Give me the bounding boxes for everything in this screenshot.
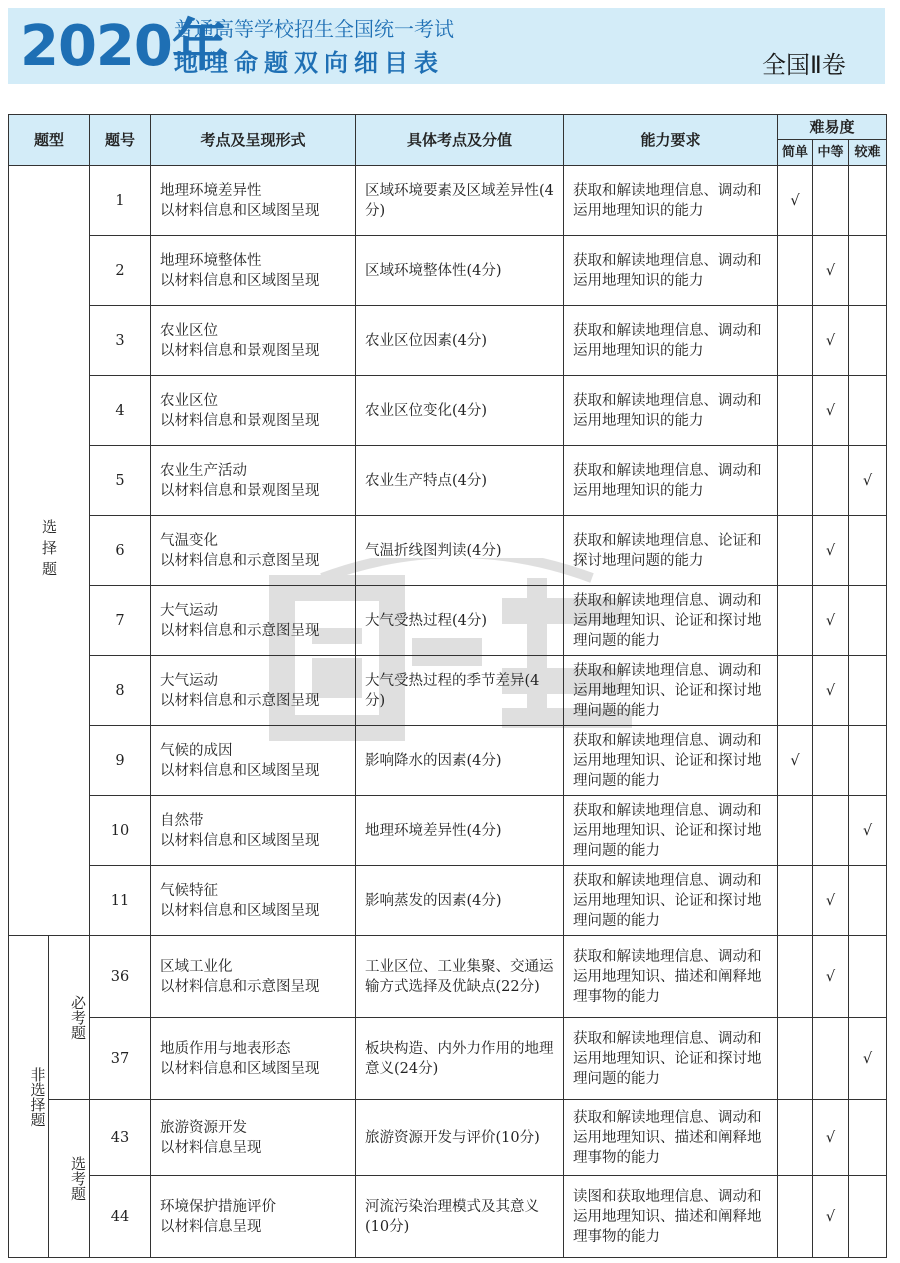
table-row (9, 656, 887, 726)
topic-cell (151, 166, 356, 236)
question-number: 3 (90, 306, 151, 376)
ability-cell: 获取和解读地理信息、调动和运用地理知识、论证和探讨地理问题的能力 (564, 656, 778, 726)
detail-cell: 工业区位、工业集聚、交通运输方式选择及优缺点(22分) (356, 936, 564, 1018)
header-hard: 较难 (849, 140, 887, 166)
topic-cell (151, 1100, 356, 1176)
topic-presentation: 以材料信息和景观图呈现 (160, 342, 320, 359)
ability-cell: 获取和解读地理信息、调动和运用地理知识、论证和探讨地理问题的能力 (564, 866, 778, 936)
difficulty-medium-cell (813, 656, 849, 726)
check-mark: √ (862, 472, 873, 489)
topic-presentation: 以材料信息呈现 (160, 1218, 262, 1235)
check-mark: √ (862, 822, 873, 839)
table-row (9, 1100, 887, 1176)
detail-cell: 气温折线图判读(4分) (356, 516, 564, 586)
section-optional (49, 1100, 90, 1258)
table-row (9, 306, 887, 376)
question-number: 4 (90, 376, 151, 446)
difficulty-medium-cell (813, 516, 849, 586)
ability-cell: 获取和解读地理信息、调动和运用地理知识、论证和探讨地理问题的能力 (564, 796, 778, 866)
question-number: 44 (90, 1176, 151, 1258)
check-mark: √ (825, 402, 836, 419)
difficulty-hard-cell (849, 866, 887, 936)
check-mark: √ (825, 682, 836, 699)
table-row (9, 796, 887, 866)
ability-cell: 获取和解读地理信息、调动和运用地理知识的能力 (564, 166, 778, 236)
header-banner (8, 8, 885, 84)
topic-cell (151, 866, 356, 936)
difficulty-easy-cell (778, 1018, 813, 1100)
difficulty-easy-cell (778, 516, 813, 586)
section-required (49, 936, 90, 1100)
difficulty-easy-cell (778, 306, 813, 376)
detail-cell: 地理环境差异性(4分) (356, 796, 564, 866)
difficulty-hard-cell (849, 1018, 887, 1100)
topic-cell (151, 796, 356, 866)
section-nonchoice-label: 非选择题 (28, 1066, 47, 1127)
topic-presentation: 以材料信息和区域图呈现 (160, 202, 320, 219)
difficulty-easy-cell (778, 796, 813, 866)
section-optional-label: 选考题 (69, 1156, 87, 1201)
difficulty-easy-cell (778, 376, 813, 446)
header-type: 题型 (9, 115, 90, 166)
difficulty-easy-cell (778, 586, 813, 656)
topic-presentation: 以材料信息和区域图呈现 (160, 762, 320, 779)
difficulty-hard-cell (849, 936, 887, 1018)
difficulty-easy-cell (778, 1176, 813, 1258)
topic-name: 农业区位 (160, 322, 219, 339)
topic-name: 地理环境整体性 (160, 252, 262, 269)
header-topic: 考点及呈现形式 (151, 115, 356, 166)
ability-cell: 读图和获取地理信息、调动和运用地理知识、描述和阐释地理事物的能力 (564, 1176, 778, 1258)
difficulty-hard-cell (849, 446, 887, 516)
ability-cell: 获取和解读地理信息、调动和运用地理知识的能力 (564, 236, 778, 306)
check-mark: √ (790, 752, 800, 769)
topic-name: 区域工业化 (160, 958, 233, 975)
topic-cell (151, 936, 356, 1018)
topic-presentation: 以材料信息和示意图呈现 (160, 622, 320, 639)
ability-cell: 获取和解读地理信息、调动和运用地理知识的能力 (564, 376, 778, 446)
check-mark: √ (825, 542, 836, 559)
difficulty-medium-cell (813, 446, 849, 516)
detail-cell: 影响蒸发的因素(4分) (356, 866, 564, 936)
detail-cell: 板块构造、内外力作用的地理意义(24分) (356, 1018, 564, 1100)
difficulty-hard-cell (849, 166, 887, 236)
topic-name: 地质作用与地表形态 (160, 1040, 291, 1057)
check-mark: √ (825, 262, 836, 279)
difficulty-hard-cell (849, 586, 887, 656)
ability-cell: 获取和解读地理信息、调动和运用地理知识、描述和阐释地理事物的能力 (564, 1100, 778, 1176)
question-number: 10 (90, 796, 151, 866)
table-row (9, 376, 887, 446)
topic-name: 农业生产活动 (160, 462, 248, 479)
header-number: 题号 (90, 115, 151, 166)
difficulty-medium-cell (813, 1176, 849, 1258)
topic-cell (151, 586, 356, 656)
question-number: 37 (90, 1018, 151, 1100)
topic-presentation: 以材料信息和区域图呈现 (160, 1060, 320, 1077)
topic-cell (151, 726, 356, 796)
difficulty-medium-cell (813, 1100, 849, 1176)
question-number: 1 (90, 166, 151, 236)
section-required-label: 必考题 (69, 995, 87, 1040)
ability-cell: 获取和解读地理信息、调动和运用地理知识、论证和探讨地理问题的能力 (564, 586, 778, 656)
exam-title: 普通高等学校招生全国统一考试 (174, 17, 454, 41)
difficulty-hard-cell (849, 1100, 887, 1176)
difficulty-medium-cell (813, 586, 849, 656)
topic-name: 农业区位 (160, 392, 219, 409)
topic-cell (151, 376, 356, 446)
question-number: 7 (90, 586, 151, 656)
exam-year: 2020年 (20, 14, 227, 79)
difficulty-medium-cell (813, 166, 849, 236)
table-row (9, 516, 887, 586)
difficulty-hard-cell (849, 656, 887, 726)
question-number: 8 (90, 656, 151, 726)
difficulty-medium-cell (813, 376, 849, 446)
table-row (9, 866, 887, 936)
question-number: 2 (90, 236, 151, 306)
difficulty-easy-cell (778, 1100, 813, 1176)
topic-presentation: 以材料信息和示意图呈现 (160, 692, 320, 709)
topic-presentation: 以材料信息呈现 (160, 1139, 262, 1156)
check-mark: √ (825, 1129, 836, 1146)
check-mark: √ (825, 332, 836, 349)
topic-name: 气温变化 (160, 532, 219, 549)
topic-cell (151, 446, 356, 516)
table-row (9, 1176, 887, 1258)
difficulty-medium-cell (813, 866, 849, 936)
table-body (9, 166, 887, 1258)
header-medium: 中等 (813, 140, 849, 166)
topic-cell (151, 516, 356, 586)
difficulty-easy-cell (778, 656, 813, 726)
topic-presentation: 以材料信息和示意图呈现 (160, 978, 320, 995)
paper-name: 全国Ⅱ卷 (762, 51, 846, 79)
difficulty-medium-cell (813, 936, 849, 1018)
header-ability: 能力要求 (564, 115, 778, 166)
difficulty-hard-cell (849, 796, 887, 866)
check-mark: √ (825, 892, 836, 909)
difficulty-easy-cell (778, 166, 813, 236)
detail-cell: 农业生产特点(4分) (356, 446, 564, 516)
ability-cell: 获取和解读地理信息、论证和探讨地理问题的能力 (564, 516, 778, 586)
difficulty-easy-cell (778, 236, 813, 306)
detail-cell: 大气受热过程的季节差异(4分) (356, 656, 564, 726)
difficulty-hard-cell (849, 236, 887, 306)
table-row (9, 1018, 887, 1100)
document-title: 地理命题双向细目表 (174, 49, 444, 77)
difficulty-hard-cell (849, 516, 887, 586)
difficulty-easy-cell (778, 936, 813, 1018)
difficulty-hard-cell (849, 726, 887, 796)
difficulty-hard-cell (849, 376, 887, 446)
check-mark: √ (825, 612, 836, 629)
section-choice (9, 166, 90, 936)
topic-presentation: 以材料信息和景观图呈现 (160, 482, 320, 499)
topic-cell (151, 236, 356, 306)
topic-presentation: 以材料信息和区域图呈现 (160, 832, 320, 849)
detail-cell: 影响降水的因素(4分) (356, 726, 564, 796)
table-row (9, 236, 887, 306)
ability-cell: 获取和解读地理信息、调动和运用地理知识、描述和阐释地理事物的能力 (564, 936, 778, 1018)
ability-cell: 获取和解读地理信息、调动和运用地理知识的能力 (564, 446, 778, 516)
table-row (9, 446, 887, 516)
topic-cell (151, 656, 356, 726)
check-mark: √ (825, 1208, 836, 1225)
check-mark: √ (790, 192, 800, 209)
ability-cell: 获取和解读地理信息、调动和运用地理知识、论证和探讨地理问题的能力 (564, 1018, 778, 1100)
topic-presentation: 以材料信息和示意图呈现 (160, 552, 320, 569)
check-mark: √ (862, 1050, 873, 1067)
detail-cell: 旅游资源开发与评价(10分) (356, 1100, 564, 1176)
difficulty-easy-cell (778, 866, 813, 936)
header-detail: 具体考点及分值 (356, 115, 564, 166)
topic-presentation: 以材料信息和区域图呈现 (160, 902, 320, 919)
table-row (9, 726, 887, 796)
topic-name: 环境保护措施评价 (160, 1198, 277, 1215)
difficulty-easy-cell (778, 446, 813, 516)
section-choice-label: 选择题 (40, 519, 58, 582)
topic-presentation: 以材料信息和景观图呈现 (160, 412, 320, 429)
question-number: 11 (90, 866, 151, 936)
question-number: 6 (90, 516, 151, 586)
topic-name: 气候特征 (160, 882, 219, 899)
topic-cell (151, 306, 356, 376)
topic-name: 气候的成因 (160, 742, 233, 759)
spec-table (8, 114, 887, 1258)
table-row (9, 936, 887, 1018)
difficulty-medium-cell (813, 236, 849, 306)
difficulty-medium-cell (813, 726, 849, 796)
topic-cell (151, 1018, 356, 1100)
difficulty-medium-cell (813, 1018, 849, 1100)
difficulty-easy-cell (778, 726, 813, 796)
ability-cell: 获取和解读地理信息、调动和运用地理知识、论证和探讨地理问题的能力 (564, 726, 778, 796)
topic-name: 地理环境差异性 (160, 182, 262, 199)
detail-cell: 区域环境要素及区域差异性(4分) (356, 166, 564, 236)
topic-cell (151, 1176, 356, 1258)
difficulty-medium-cell (813, 796, 849, 866)
detail-cell: 农业区位因素(4分) (356, 306, 564, 376)
question-number: 9 (90, 726, 151, 796)
header-difficulty: 难易度 (778, 115, 887, 140)
check-mark: √ (825, 968, 836, 985)
question-number: 5 (90, 446, 151, 516)
header-easy: 简单 (778, 140, 813, 166)
table-row (9, 586, 887, 656)
table-row (9, 166, 887, 236)
section-nonchoice (9, 936, 49, 1258)
topic-name: 自然带 (160, 812, 204, 829)
difficulty-hard-cell (849, 1176, 887, 1258)
topic-name: 大气运动 (160, 672, 219, 689)
topic-name: 旅游资源开发 (160, 1119, 248, 1136)
difficulty-hard-cell (849, 306, 887, 376)
detail-cell: 农业区位变化(4分) (356, 376, 564, 446)
detail-cell: 大气受热过程(4分) (356, 586, 564, 656)
topic-presentation: 以材料信息和区域图呈现 (160, 272, 320, 289)
question-number: 36 (90, 936, 151, 1018)
topic-name: 大气运动 (160, 602, 219, 619)
question-number: 43 (90, 1100, 151, 1176)
detail-cell: 河流污染治理模式及其意义(10分) (356, 1176, 564, 1258)
ability-cell: 获取和解读地理信息、调动和运用地理知识的能力 (564, 306, 778, 376)
difficulty-medium-cell (813, 306, 849, 376)
detail-cell: 区域环境整体性(4分) (356, 236, 564, 306)
